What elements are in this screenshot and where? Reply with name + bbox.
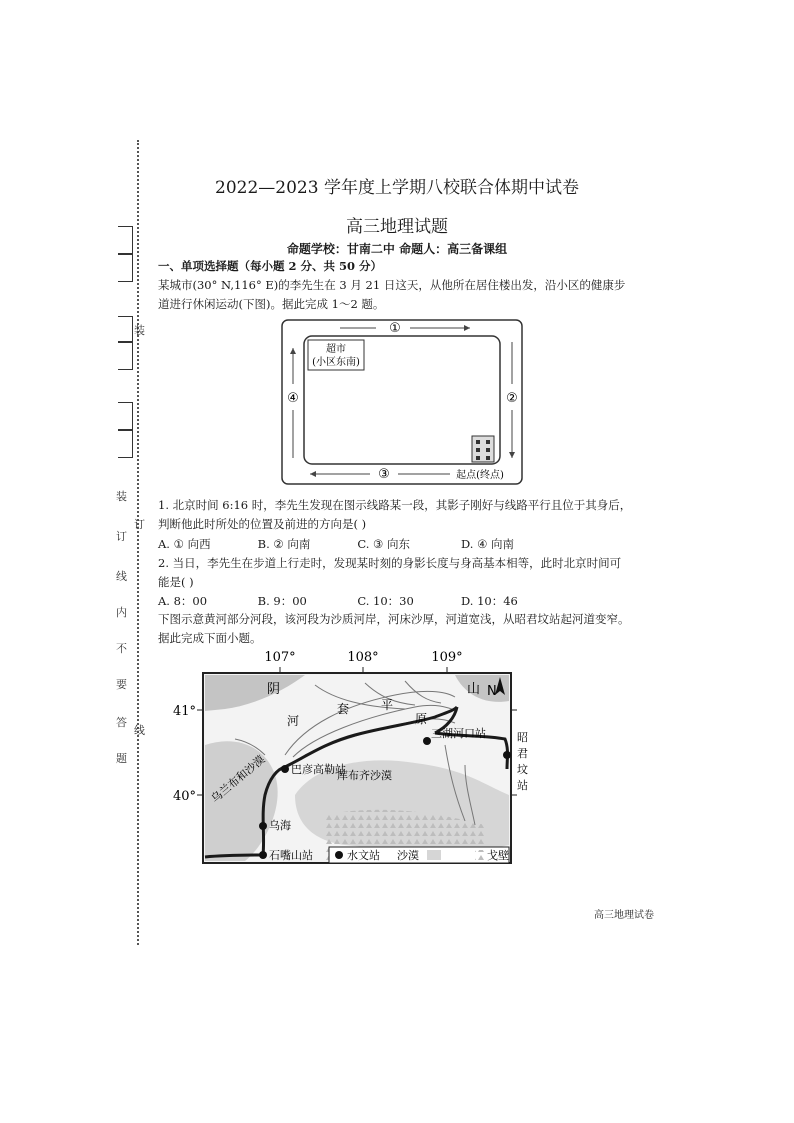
binding-note: 题	[116, 752, 127, 765]
binding-box	[118, 316, 133, 342]
start-label: 起点(终点)	[456, 470, 504, 481]
q1-option-c[interactable]: C. ③ 向东	[357, 537, 410, 551]
station-label-bayangaole: 巴彦高勒站	[291, 763, 346, 776]
plain-label-tao: 套	[337, 702, 350, 716]
station-shizuishan	[259, 851, 267, 859]
binding-label: 线	[134, 724, 145, 737]
station-label-jun: 君	[517, 747, 528, 760]
binding-note: 内	[116, 606, 127, 619]
binding-note: 装	[116, 490, 127, 503]
river-intro: 据此完成下面小题。	[158, 631, 262, 645]
q1-option-d[interactable]: D. ④ 向南	[460, 537, 515, 551]
binding-box	[118, 254, 133, 282]
mountain-label-shan: 山	[467, 682, 481, 697]
mountain-label-yin: 阴	[267, 682, 281, 697]
q2-option-d[interactable]: D. 10：46	[460, 594, 518, 608]
q2-option-c[interactable]: C. 10：30	[357, 594, 414, 608]
binding-label: 装	[134, 324, 145, 337]
binding-note: 订	[116, 530, 127, 543]
q2-option-b[interactable]: B. 9：00	[257, 594, 307, 608]
marker-4: ④	[287, 391, 299, 406]
supermarket-note: (小区东南)	[312, 357, 360, 368]
plain-label-yuan: 原	[415, 712, 428, 726]
legend-desert: 沙漠	[397, 849, 419, 862]
q2-option-a[interactable]: A. 8：00	[158, 594, 208, 608]
station-label-zhan: 站	[517, 779, 528, 792]
q2-stem: 能是( )	[158, 575, 194, 589]
q1-option-a[interactable]: A. ① 向西	[158, 537, 211, 551]
station-wuhai	[259, 822, 267, 830]
station-label-zhao: 昭	[517, 731, 528, 744]
desert-kubuqi-label: 库布齐沙漠	[337, 769, 392, 782]
marker-2: ②	[506, 391, 518, 406]
binding-note: 答	[116, 716, 127, 729]
q1-stem: 判断他此时所处的位置及前进的方向是( )	[158, 517, 367, 531]
binding-label: 订	[134, 518, 145, 531]
river-intro: 下图示意黄河部分河段，该河段为沙质河岸，河床沙厚，河道宽浅，从昭君坟站起河道变窄。	[158, 612, 630, 626]
plain-label-he: 河	[287, 714, 300, 728]
lon-109: 109°	[431, 650, 463, 665]
lat-40: 40°	[173, 789, 197, 804]
binding-box	[118, 430, 133, 458]
section-header: 一、单项选择题（每小题 2 分、共 50 分）	[158, 259, 383, 273]
exam-subtitle: 高三地理试题	[346, 217, 448, 237]
park-path-figure	[280, 318, 526, 488]
intro-line: 某城市(30° N,116° E)的李先生在 3 月 21 日这天，从他所在居住楼出发，沿小区的健康步	[158, 278, 626, 292]
marker-3: ③	[378, 467, 390, 482]
binding-dotted-line	[137, 140, 139, 945]
marker-1: ①	[389, 321, 401, 336]
exam-title: 2022—2023 学年度上学期八校联合体期中试卷	[215, 178, 579, 198]
binding-note: 要	[116, 678, 127, 691]
lon-107: 107°	[264, 650, 296, 665]
q1-stem: 1. 北京时间 6:16 时，李先生发现在图示线路某一段，其影子刚好与线路平行且位于其身后，	[158, 498, 632, 512]
station-zhaojunfen	[503, 751, 511, 759]
legend-station: 水文站	[347, 849, 380, 862]
binding-box	[118, 402, 133, 430]
station-sanhuhekou	[423, 737, 431, 745]
station-label-sanhuhekou: 三湖河口站	[431, 727, 486, 740]
binding-note: 线	[116, 570, 127, 583]
supermarket-label: 超市	[326, 344, 346, 355]
north-label: N	[487, 684, 497, 699]
lon-108: 108°	[347, 650, 379, 665]
binding-note: 不	[116, 642, 127, 655]
desert-ulan-label: 乌兰布和沙漠	[208, 752, 268, 806]
station-bayangaole	[281, 765, 289, 773]
lat-41: 41°	[173, 704, 197, 719]
plain-label-ping: 平	[381, 698, 394, 712]
station-label-shizuishan: 石嘴山站	[269, 849, 313, 862]
yellow-river-map	[165, 645, 528, 870]
station-label-wuhai: 乌海	[269, 819, 291, 832]
station-label-fen: 坟	[517, 763, 528, 776]
binding-box	[118, 342, 133, 370]
page-footer: 高三地理试卷	[594, 910, 654, 921]
residence-building-icon	[472, 436, 494, 462]
legend-gobi: 戈壁	[487, 849, 509, 862]
q2-options	[158, 592, 518, 611]
intro-line: 道进行休闲运动(下图)。据此完成 1～2 题。	[158, 297, 385, 311]
q2-stem: 2. 当日，李先生在步道上行走时，发现某时刻的身影长度与身高基本相等，此时北京时间可	[158, 556, 622, 570]
exam-info: 命题学校：甘南二中 命题人：高三备课组	[286, 242, 508, 256]
q1-options	[158, 535, 514, 554]
q1-option-b[interactable]: B. ② 向南	[257, 537, 311, 551]
